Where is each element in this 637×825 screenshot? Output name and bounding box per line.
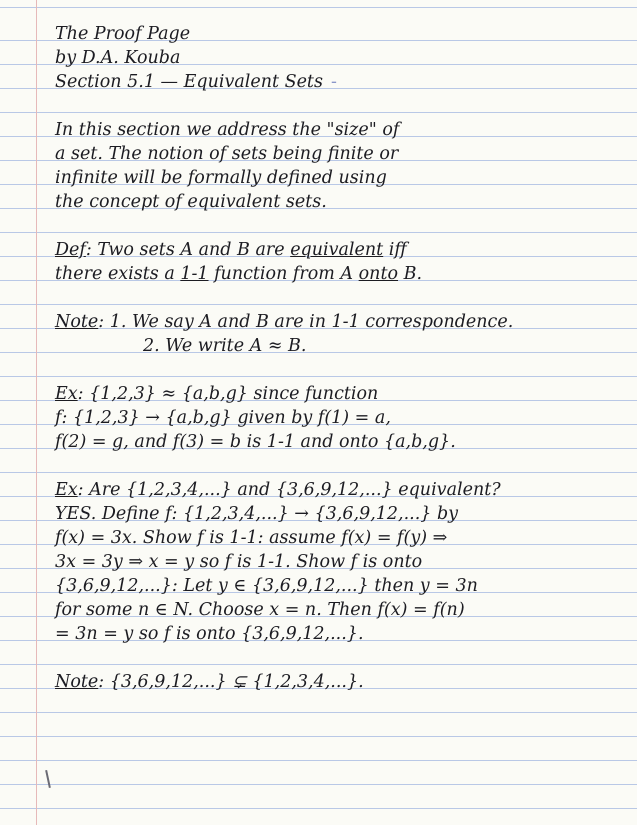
example-text: : Are {1,2,3,4,...} and {3,6,9,12,...} equivalent? <box>77 480 501 500</box>
note-line-1 <box>55 310 625 334</box>
definition-text: iff <box>383 240 407 260</box>
page-title: The Proof Page <box>55 24 191 44</box>
dash-mark: - <box>330 72 337 92</box>
definition-term: equivalent <box>290 240 384 260</box>
one-one-term: 1-1 <box>180 264 209 284</box>
example-2-line <box>55 478 625 502</box>
note-text: : {3,6,9,12,...} ⊊ {1,2,3,4,...}. <box>98 672 364 692</box>
definition-line-2 <box>55 262 625 286</box>
pen-tick-mark <box>45 770 51 788</box>
example-label: Ex <box>55 480 78 500</box>
example-1-line <box>55 382 625 406</box>
definition-line-1 <box>55 238 625 262</box>
example-2-line: YES. Define f: {1,2,3,4,...} → {3,6,9,12,...} by <box>55 504 459 524</box>
note-label: Note <box>55 312 99 332</box>
section-heading <box>55 70 625 94</box>
onto-term: onto <box>358 264 399 284</box>
note-line-2 <box>55 334 625 358</box>
example-label: Ex <box>55 384 78 404</box>
example-1-line: f(2) = g, and f(3) = b is 1-1 and onto {a,b,g}. <box>55 432 456 452</box>
intro-line: In this section we address the "size" of <box>55 120 400 140</box>
definition-text: : Two sets A and B are <box>85 240 291 260</box>
example-1-line: f: {1,2,3} → {a,b,g} given by f(1) = a, <box>55 408 391 428</box>
note-2-line <box>55 670 625 694</box>
example-2-line: {3,6,9,12,...}: Let y ∈ {3,6,9,12,...} then y = 3n <box>55 576 478 596</box>
intro-line: a set. The notion of sets being finite or <box>55 144 399 164</box>
example-2-line: for some n ∈ N. Choose x = n. Then f(x) = f(n) <box>55 600 465 620</box>
author-line: by D.A. Kouba <box>55 48 181 68</box>
definition-text: function from A <box>208 264 359 284</box>
note-label: Note <box>55 672 99 692</box>
section-heading-text: Section 5.1 — Equivalent Sets <box>55 72 323 92</box>
definition-text: there exists a <box>55 264 181 284</box>
definition-text: B. <box>398 264 423 284</box>
example-text: : {1,2,3} ≈ {a,b,g} since function <box>77 384 379 404</box>
example-2-line: 3x = 3y ⇒ x = y so f is 1-1. Show f is onto <box>55 552 423 572</box>
intro-line: the concept of equivalent sets. <box>55 192 327 212</box>
example-2-line: = 3n = y so f is onto {3,6,9,12,...}. <box>55 624 364 644</box>
definition-label: Def <box>55 240 86 260</box>
note-item: 2. We write A ≈ B. <box>143 336 307 356</box>
margin-line <box>36 0 37 825</box>
handwritten-notes <box>55 22 625 694</box>
intro-line: infinite will be formally defined using <box>55 168 387 188</box>
example-2-line: f(x) = 3x. Show f is 1-1: assume f(x) = f(y) ⇒ <box>55 528 448 548</box>
note-item: : 1. We say A and B are in 1-1 correspondence. <box>98 312 514 332</box>
